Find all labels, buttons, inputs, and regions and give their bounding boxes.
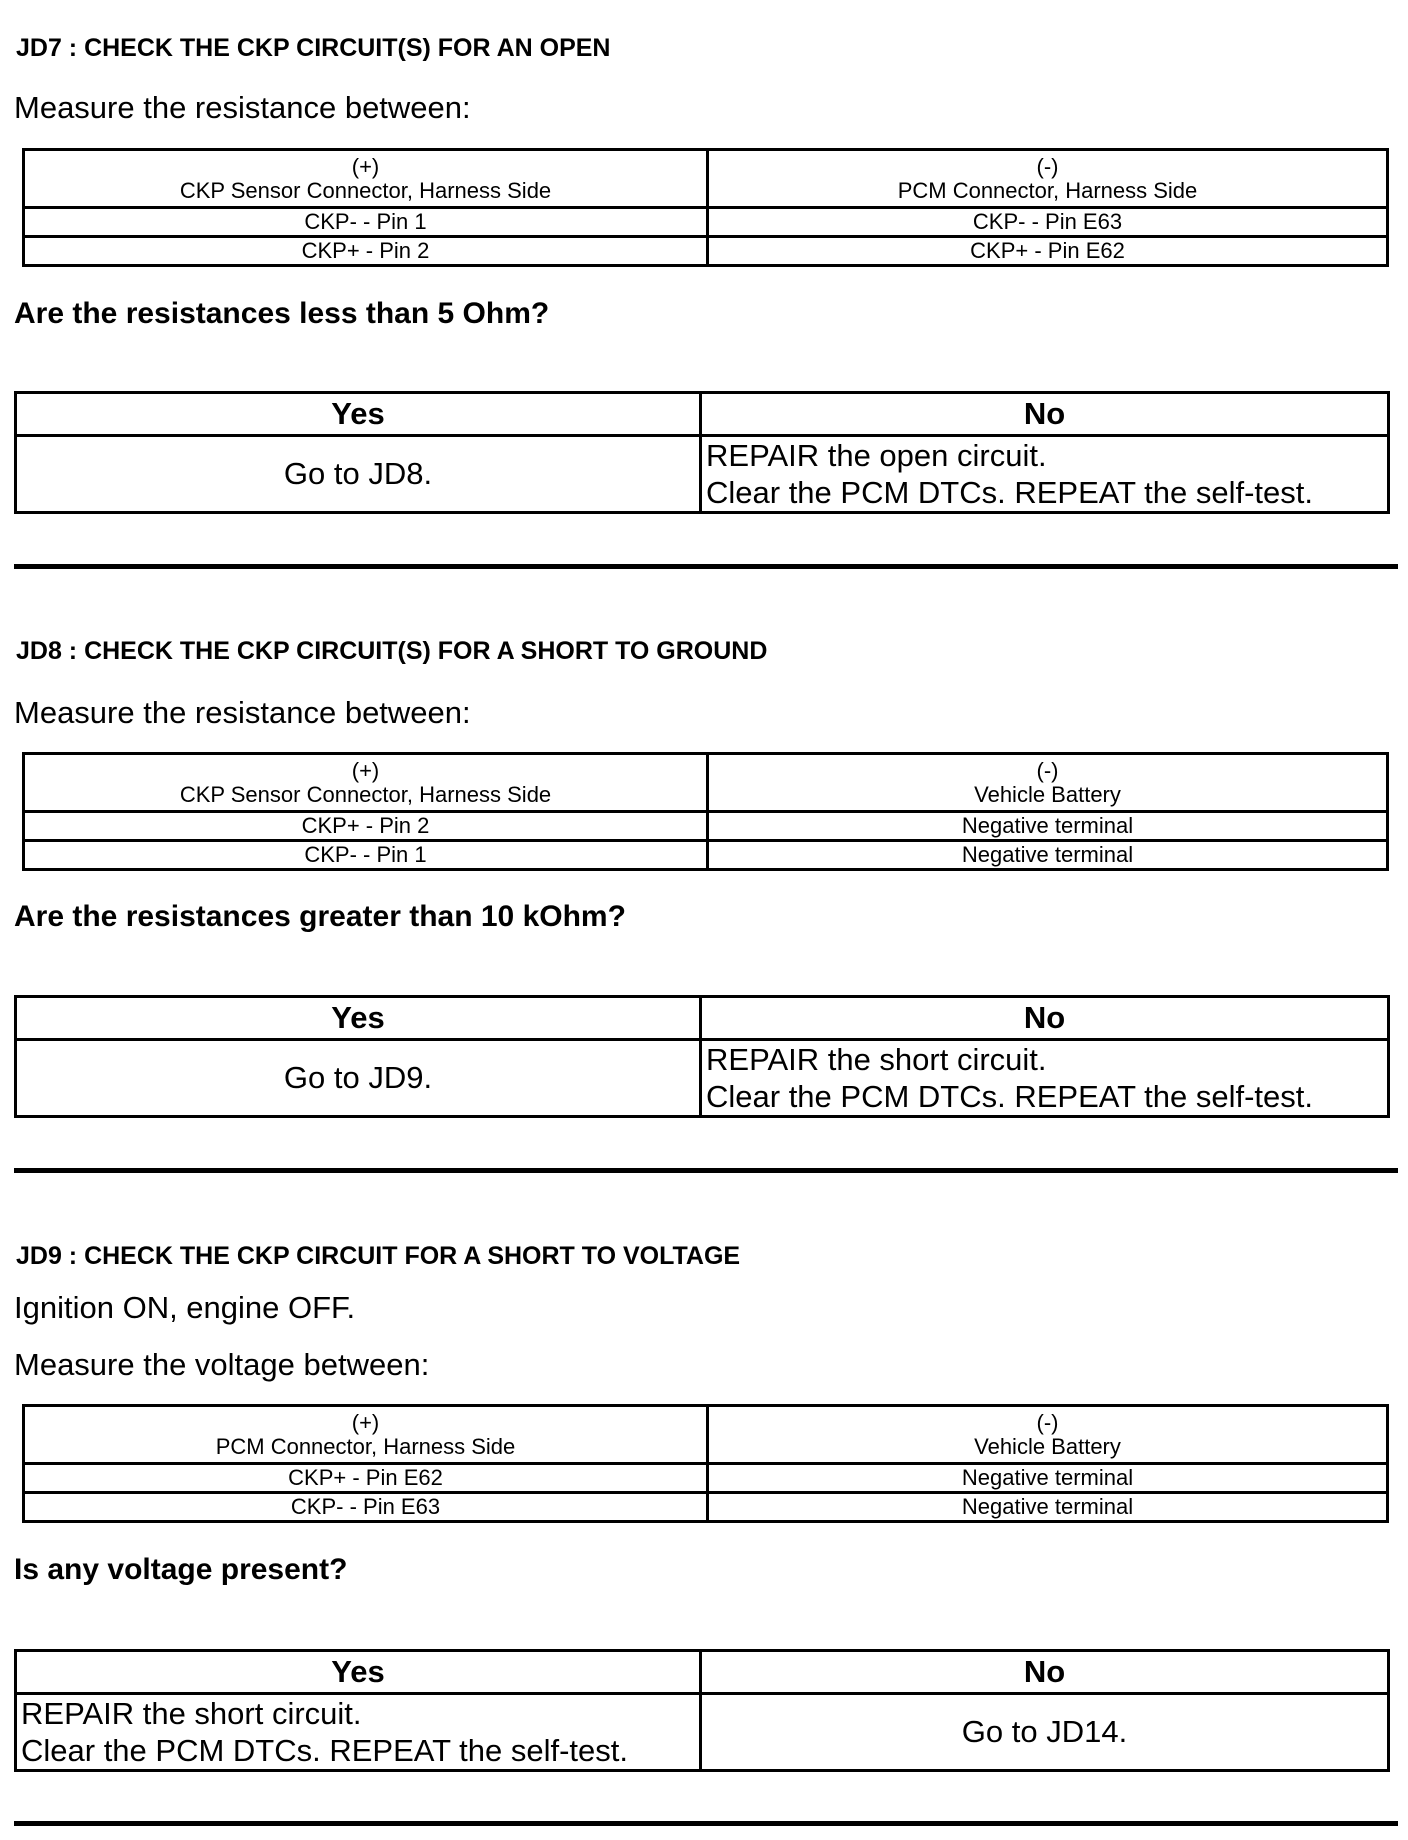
question-jd9: Is any voltage present? bbox=[14, 1553, 348, 1586]
instruction-text: Measure the resistance between: bbox=[14, 90, 471, 125]
minus-cell: Negative terminal bbox=[708, 812, 1388, 841]
plus-header: CKP Sensor Connector, Harness Side bbox=[179, 177, 552, 203]
yes-header: Yes bbox=[16, 1651, 701, 1694]
minus-cell: CKP- - Pin E63 bbox=[708, 208, 1388, 237]
minus-cell: Negative terminal bbox=[708, 1464, 1388, 1493]
no-action bbox=[701, 1694, 1389, 1771]
section-divider bbox=[14, 564, 1398, 569]
plus-cell: CKP- - Pin 1 bbox=[24, 841, 708, 870]
plus-label: (+) bbox=[351, 153, 380, 179]
table-row bbox=[24, 841, 1388, 870]
instruction-text: Measure the resistance between: bbox=[14, 695, 471, 730]
plus-column-header bbox=[24, 754, 708, 812]
plus-column-header bbox=[24, 150, 708, 208]
minus-cell: Negative terminal bbox=[708, 841, 1388, 870]
measurement-table-jd8 bbox=[22, 752, 1389, 871]
minus-label: (-) bbox=[1036, 1409, 1059, 1435]
measurement-table-jd9 bbox=[22, 1404, 1389, 1523]
table-row bbox=[24, 1464, 1388, 1493]
minus-cell: CKP+ - Pin E62 bbox=[708, 237, 1388, 266]
table-row bbox=[24, 237, 1388, 266]
no-header: No bbox=[701, 1651, 1389, 1694]
no-header: No bbox=[701, 393, 1389, 436]
action-line: REPAIR the short circuit. bbox=[21, 1696, 362, 1731]
table-row bbox=[24, 208, 1388, 237]
instruction-text: Measure the voltage between: bbox=[14, 1347, 430, 1382]
no-action bbox=[701, 436, 1389, 513]
step-title-jd9: JD9 : CHECK THE CKP CIRCUIT FOR A SHORT TO VOLTAGE bbox=[16, 1242, 741, 1270]
action-line: Go to JD9. bbox=[283, 1060, 433, 1095]
action-line: Go to JD8. bbox=[283, 456, 433, 491]
minus-cell: Negative terminal bbox=[708, 1493, 1388, 1522]
plus-cell: CKP+ - Pin 2 bbox=[24, 812, 708, 841]
yes-no-table-jd9 bbox=[14, 1649, 1390, 1772]
action-line: REPAIR the open circuit. bbox=[706, 438, 1047, 473]
measurement-table-jd7 bbox=[22, 148, 1389, 267]
plus-label: (+) bbox=[351, 1409, 380, 1435]
plus-column-header bbox=[24, 1406, 708, 1464]
yes-action bbox=[16, 1694, 701, 1771]
plus-cell: CKP+ - Pin 2 bbox=[24, 237, 708, 266]
action-line: REPAIR the short circuit. bbox=[706, 1042, 1047, 1077]
no-action bbox=[701, 1040, 1389, 1117]
yes-header: Yes bbox=[16, 997, 701, 1040]
minus-label: (-) bbox=[1036, 153, 1059, 179]
minus-column-header bbox=[708, 754, 1388, 812]
action-line: Clear the PCM DTCs. REPEAT the self-test. bbox=[706, 1079, 1313, 1114]
yes-no-table-jd8 bbox=[14, 995, 1390, 1118]
step-title-jd7: JD7 : CHECK THE CKP CIRCUIT(S) FOR AN OPEN bbox=[16, 34, 611, 62]
instruction-text: Ignition ON, engine OFF. bbox=[14, 1290, 356, 1325]
minus-header: PCM Connector, Harness Side bbox=[897, 177, 1198, 203]
minus-column-header bbox=[708, 1406, 1388, 1464]
plus-cell: CKP+ - Pin E62 bbox=[24, 1464, 708, 1493]
table-row bbox=[24, 812, 1388, 841]
action-line: Clear the PCM DTCs. REPEAT the self-test. bbox=[21, 1733, 628, 1768]
yes-header: Yes bbox=[16, 393, 701, 436]
plus-label: (+) bbox=[351, 757, 380, 783]
minus-header: Vehicle Battery bbox=[974, 1433, 1121, 1459]
section-divider bbox=[14, 1821, 1398, 1826]
action-line: Clear the PCM DTCs. REPEAT the self-test. bbox=[706, 475, 1313, 510]
plus-header: CKP Sensor Connector, Harness Side bbox=[179, 781, 552, 807]
minus-label: (-) bbox=[1036, 757, 1059, 783]
question-jd8: Are the resistances greater than 10 kOhm? bbox=[14, 900, 626, 933]
minus-column-header bbox=[708, 150, 1388, 208]
yes-no-table-jd7 bbox=[14, 391, 1390, 514]
question-jd7: Are the resistances less than 5 Ohm? bbox=[14, 297, 550, 330]
no-header: No bbox=[701, 997, 1389, 1040]
plus-cell: CKP- - Pin E63 bbox=[24, 1493, 708, 1522]
section-divider bbox=[14, 1168, 1398, 1173]
plus-cell: CKP- - Pin 1 bbox=[24, 208, 708, 237]
action-line: Go to JD14. bbox=[961, 1714, 1128, 1749]
yes-action bbox=[16, 1040, 701, 1117]
yes-action bbox=[16, 436, 701, 513]
minus-header: Vehicle Battery bbox=[974, 781, 1121, 807]
table-row bbox=[24, 1493, 1388, 1522]
step-title-jd8: JD8 : CHECK THE CKP CIRCUIT(S) FOR A SHORT TO GROUND bbox=[16, 637, 768, 665]
plus-header: PCM Connector, Harness Side bbox=[215, 1433, 516, 1459]
